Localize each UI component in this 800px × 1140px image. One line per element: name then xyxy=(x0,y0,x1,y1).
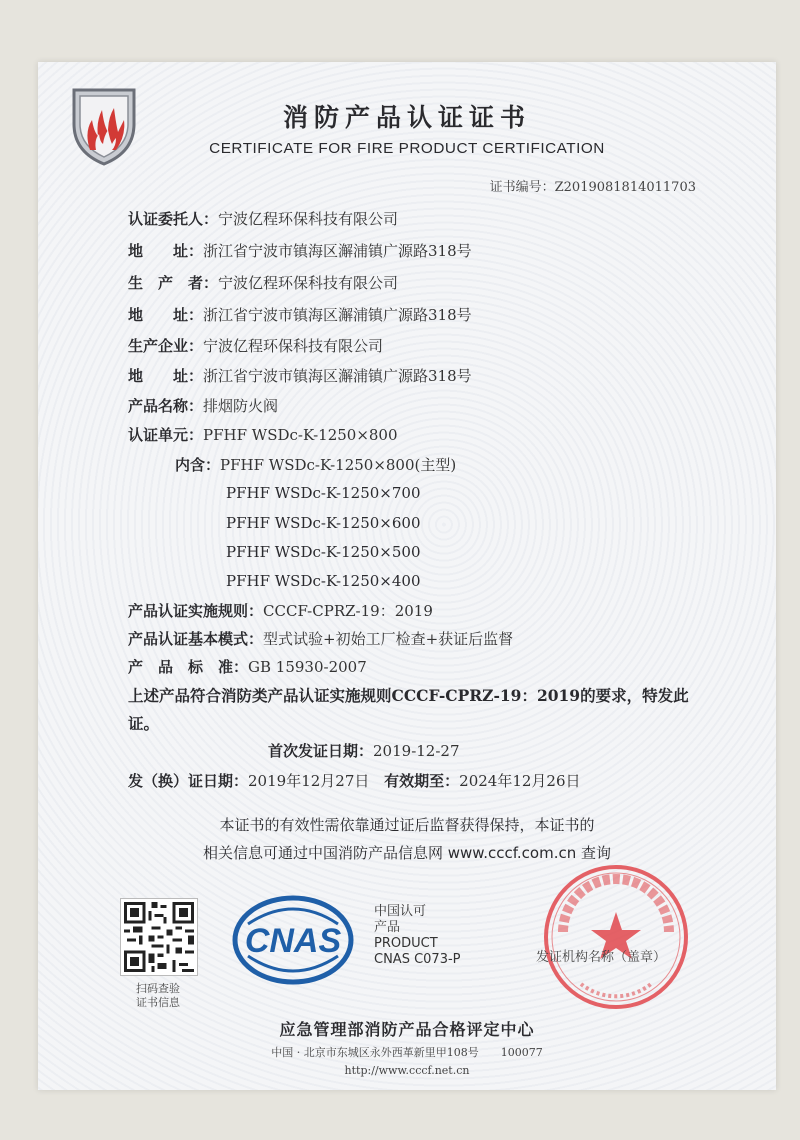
field-client xyxy=(128,208,398,229)
field-value: PFHF WSDc-K-1250×800 xyxy=(203,426,398,444)
cnas-accreditation-text xyxy=(374,904,461,968)
cnas-line: CNAS C073-P xyxy=(374,952,461,967)
field-product-name xyxy=(128,395,278,416)
field-value: 浙江省宁波市镇海区澥浦镇广源路318号 xyxy=(203,242,472,260)
contents-item: PFHF WSDc-K-1250×700 xyxy=(226,484,421,502)
field-value: 浙江省宁波市镇海区澥浦镇广源路318号 xyxy=(203,367,472,385)
cnas-line: 产品 xyxy=(374,920,401,935)
official-seal-icon xyxy=(541,862,691,1012)
certificate-number: 证书编号：Z2019081814011703 xyxy=(489,180,696,195)
issue-date: 2019年12月27日 xyxy=(248,772,370,790)
field-value: 宁波亿程环保科技有限公司 xyxy=(203,337,384,355)
qr-caption-line: 证书信息 xyxy=(136,996,180,1009)
organization-url: http://www.cccf.net.cn xyxy=(344,1064,470,1077)
field-manufacturer-address xyxy=(128,365,472,386)
contents-label: 内含： xyxy=(175,456,221,474)
field-label: 产品名称： xyxy=(128,397,204,415)
certificate-title-cn: 消防产品认证证书 xyxy=(282,103,531,132)
field-implementation-rules xyxy=(128,600,433,621)
qr-code-icon xyxy=(120,898,198,976)
certificate-title-en: CERTIFICATE FOR FIRE PRODUCT CERTIFICATION xyxy=(209,140,605,157)
contents-row xyxy=(175,454,456,475)
field-manufacturer xyxy=(128,335,383,356)
field-label: 产品认证实施规则： xyxy=(128,602,264,620)
organization-address: 中国 · 北京市东城区永外西革新里甲108号 100077 xyxy=(271,1046,543,1059)
first-issue-date xyxy=(268,740,460,761)
qr-caption xyxy=(112,982,204,1010)
validity-date: 2024年12月26日 xyxy=(459,772,581,790)
issuer-label: 发证机构名称（盖章） xyxy=(536,950,667,965)
field-label: 地 址： xyxy=(128,306,204,324)
cnas-line: PRODUCT xyxy=(374,936,438,951)
validity-note-line1: 本证书的有效性需依靠通过证后监督获得保持，本证书的 xyxy=(219,816,595,834)
contents-item: PFHF WSDc-K-1250×500 xyxy=(226,543,421,561)
field-value: 2019-12-27 xyxy=(373,742,460,760)
field-product-standard xyxy=(128,656,367,677)
field-value: 排烟防火阀 xyxy=(203,397,279,415)
field-label: 生产企业： xyxy=(128,337,204,355)
issuing-organization: 应急管理部消防产品合格评定中心 xyxy=(279,1020,535,1039)
field-label: 产品认证基本模式： xyxy=(128,630,264,648)
contents-item: PFHF WSDc-K-1250×600 xyxy=(226,514,421,532)
field-value: 型式试验+初始工厂检查+获证后监督 xyxy=(263,630,514,648)
field-producer-address xyxy=(128,304,472,325)
field-cert-unit xyxy=(128,424,398,445)
cnas-line: 中国认可 xyxy=(374,904,427,919)
validity-note-line2: 相关信息可通过中国消防产品信息网 www.cccf.com.cn 查询 xyxy=(203,844,611,862)
field-value: CCCF-CPRZ-19：2019 xyxy=(263,602,433,620)
field-label: 首次发证日期： xyxy=(268,742,374,760)
field-label: 生 产 者： xyxy=(128,274,219,292)
cnas-logo-icon xyxy=(230,894,356,986)
contents-item: PFHF WSDc-K-1250×400 xyxy=(226,572,421,590)
field-label: 地 址： xyxy=(128,367,204,385)
field-value: 浙江省宁波市镇海区澥浦镇广源路318号 xyxy=(203,306,472,324)
field-label: 认证委托人： xyxy=(128,210,219,228)
field-label: 发（换）证日期： xyxy=(128,772,249,790)
issue-and-validity xyxy=(128,770,581,791)
field-label: 地 址： xyxy=(128,242,204,260)
field-value: 宁波亿程环保科技有限公司 xyxy=(218,210,399,228)
field-cert-mode xyxy=(128,628,513,649)
field-label: 认证单元： xyxy=(128,426,204,444)
field-client-address xyxy=(128,240,472,261)
field-producer xyxy=(128,272,398,293)
cnas-logo-text: CNAS xyxy=(244,922,342,960)
field-value: 宁波亿程环保科技有限公司 xyxy=(218,274,399,292)
certificate-paper xyxy=(38,62,776,1090)
field-label: 产 品 标 准： xyxy=(128,658,249,676)
validity-label: 有效期至： xyxy=(384,772,460,790)
contents-item: PFHF WSDc-K-1250×800(主型) xyxy=(220,456,457,474)
certification-statement: 上述产品符合消防类产品认证实施规则CCCF-CPRZ-19：2019的要求，特发此证。 xyxy=(128,686,689,733)
qr-caption-line: 扫码查验 xyxy=(136,982,180,995)
field-value: GB 15930-2007 xyxy=(248,658,367,676)
